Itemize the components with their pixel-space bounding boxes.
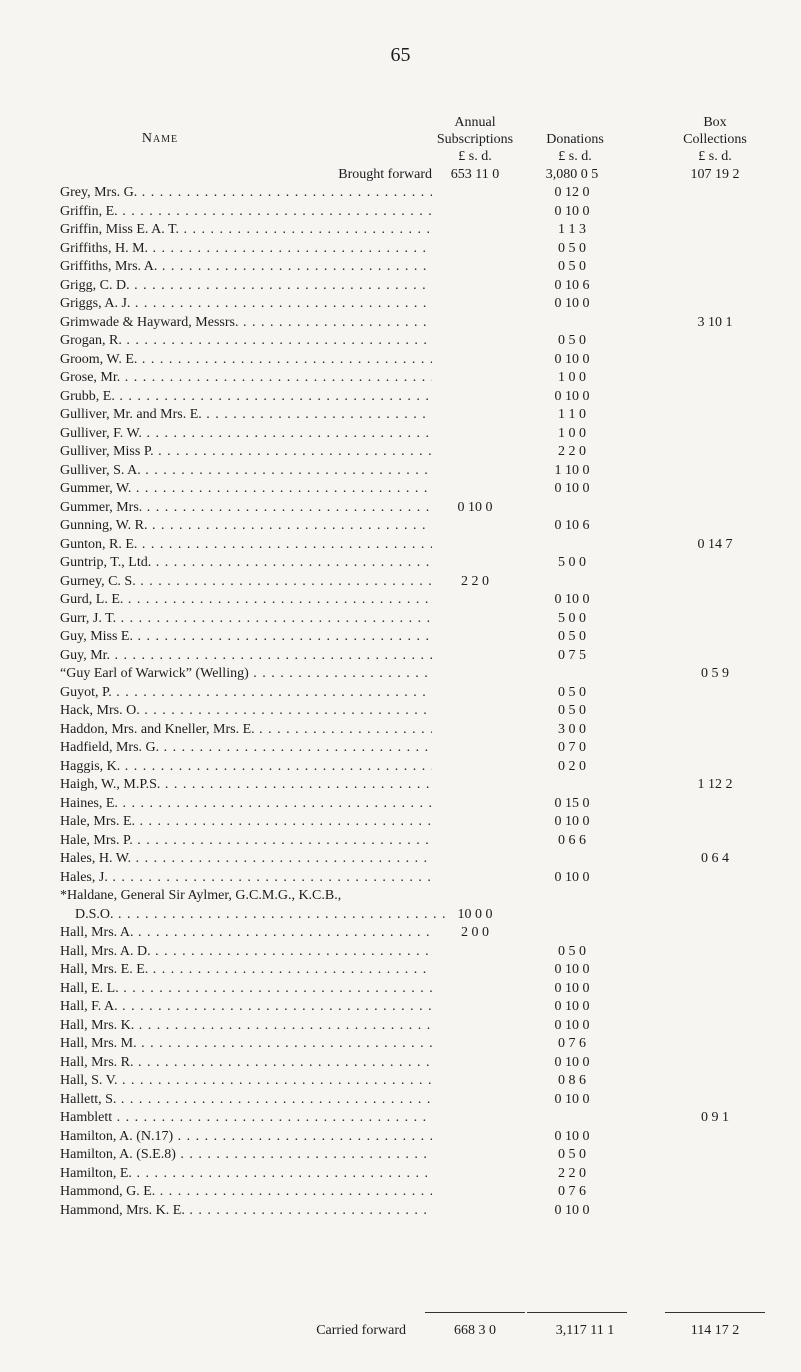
entry-box-collection: 0 5 9: [701, 666, 729, 681]
box-total-rule: [665, 1312, 765, 1313]
header-box-currency: £ s. d.: [698, 149, 732, 164]
header-subscriptions-line1: Annual: [454, 115, 496, 130]
table-row: [0, 1072, 801, 1089]
entry-box-collection: 0 9 1: [701, 1110, 729, 1125]
table-row: [0, 332, 801, 349]
entry-name: Haggis, K. . .: [60, 758, 432, 775]
entry-name: Gurr, J. T. . .: [60, 610, 432, 627]
table-row: [0, 795, 801, 812]
entry-donation: 0 10 0: [554, 1128, 590, 1144]
entry-donation: 0 10 0: [554, 296, 590, 311]
entry-donation: 0 10 0: [554, 351, 590, 367]
table-row: [0, 221, 801, 238]
entry-name: Gurd, L. E. . .: [60, 591, 432, 608]
entry-donation: 0 10 0: [554, 869, 590, 885]
entry-donation: 2 2 0: [558, 1165, 586, 1181]
entry-name: Grigg, C. D. . .: [60, 277, 432, 294]
entry-name: Hallett, S. . .: [60, 1091, 432, 1108]
entry-donation: 0 10 0: [554, 1054, 590, 1070]
table-row: [0, 610, 801, 627]
entry-name: Hall, Mrs. E. E. . .: [60, 961, 432, 978]
carried-forward-donations: 3,117 11 1: [555, 1323, 615, 1338]
entry-name: “Guy Earl of Warwick” (Welling) . .: [60, 665, 432, 682]
table-row: [0, 1054, 801, 1071]
entry-subscription: 0 10 0: [457, 499, 493, 515]
table-row: [0, 425, 801, 442]
entry-box-collection: 0 6 4: [701, 851, 729, 866]
entry-donation: 1 0 0: [558, 370, 586, 385]
entry-name: Gulliver, Mr. and Mrs. E. . .: [60, 406, 432, 423]
header-box-collections: [650, 114, 780, 165]
entry-box-collection: 1 12 2: [697, 777, 733, 792]
entry-donation: 0 10 0: [554, 388, 590, 404]
entry-name: Gulliver, Miss P. . .: [60, 443, 432, 460]
table-row: [0, 1017, 801, 1034]
entry-name: Gulliver, S. A. . .: [60, 462, 432, 479]
entry-donation: 0 10 0: [554, 481, 590, 496]
entry-name: Hamilton, E. . .: [60, 1165, 432, 1182]
table-row: [0, 998, 801, 1015]
table-row: [0, 184, 801, 201]
table-row: [0, 517, 801, 534]
entry-name: Hall, Mrs. A. . .: [60, 924, 432, 941]
table-row: [0, 462, 801, 479]
entry-donation: 0 10 0: [554, 814, 590, 829]
entry-name: Hales, J. . .: [60, 869, 432, 886]
carried-forward-box: 114 17 2: [690, 1323, 740, 1338]
table-row: [0, 369, 801, 386]
header-donations-label: Donations: [546, 132, 604, 147]
donations-total-rule: [527, 1312, 627, 1313]
table-row: [0, 739, 801, 756]
entry-box-collection: 3 10 1: [697, 314, 733, 330]
brought-forward-label: Brought forward: [338, 167, 432, 182]
entry-donation: 0 7 6: [558, 1036, 586, 1051]
table-row: [0, 887, 801, 904]
table-row: [0, 628, 801, 645]
entry-name: Hammond, Mrs. K. E. . .: [60, 1202, 432, 1219]
header-subscriptions-line2: Subscriptions: [436, 132, 514, 147]
entry-name: Haigh, W., M.P.S. . .: [60, 776, 432, 793]
entry-donation: 0 10 0: [554, 962, 590, 977]
table-row: [0, 314, 801, 331]
entry-donation: 0 5 0: [558, 333, 586, 348]
table-row: [0, 295, 801, 312]
entry-name: Hall, Mrs. R. . .: [60, 1054, 432, 1071]
entry-donation: 5 0 0: [558, 610, 586, 626]
entry-name: Hale, Mrs. E. . .: [60, 813, 432, 830]
carried-forward-subscriptions: 668 3 0: [454, 1323, 496, 1338]
table-row: [0, 684, 801, 701]
entry-name: Gunton, R. E. . .: [60, 536, 432, 553]
entry-name: Griffin, E. . .: [60, 203, 432, 220]
table-row: [0, 1128, 801, 1145]
table-row: [0, 1146, 801, 1163]
table-row: [0, 1165, 801, 1182]
entry-name: D.S.O. . .: [75, 906, 447, 923]
table-row: [0, 277, 801, 294]
entry-name: Griffiths, Mrs. A. . .: [60, 258, 432, 275]
entry-donation: 1 1 0: [558, 407, 586, 422]
entry-name: Hall, E. L. . .: [60, 980, 432, 997]
entry-name: Grubb, E. . .: [60, 388, 432, 405]
entry-donation: 1 0 0: [558, 425, 586, 441]
entry-donation: 0 5 0: [558, 1147, 586, 1162]
table-row: [0, 591, 801, 608]
entry-donation: 1 1 3: [558, 222, 586, 237]
table-row: [0, 647, 801, 664]
table-row: [0, 258, 801, 275]
entry-donation: 0 10 6: [554, 518, 590, 533]
entry-name: Hamilton, A. (S.E.8) . .: [60, 1146, 432, 1163]
entry-name: Hale, Mrs. P. . .: [60, 832, 432, 849]
header-box-line1: Box: [703, 115, 727, 130]
table-row: [0, 1202, 801, 1219]
table-row: [0, 203, 801, 220]
entry-donation: 0 10 0: [554, 203, 590, 219]
entry-name: Gurney, C. S. . .: [60, 573, 432, 590]
entry-donation: 3 0 0: [558, 721, 586, 737]
entry-donation: 0 10 0: [554, 1202, 590, 1218]
table-row: [0, 480, 801, 497]
entry-name: Guntrip, T., Ltd. . .: [60, 554, 432, 571]
entry-donation: 0 10 0: [554, 999, 590, 1014]
entry-name: Haddon, Mrs. and Kneller, Mrs. E. . .: [60, 721, 432, 738]
entry-donation: 0 10 0: [554, 592, 590, 607]
entry-donation: 0 15 0: [554, 795, 590, 811]
header-subscriptions-currency: £ s. d.: [458, 149, 492, 164]
entry-box-collection: 0 14 7: [697, 536, 733, 552]
entry-name: Griffiths, H. M. . .: [60, 240, 432, 257]
entry-donation: 0 10 6: [554, 277, 590, 293]
table-row: [0, 980, 801, 997]
table-row: [0, 850, 801, 867]
entry-name: Gunning, W. R. . .: [60, 517, 432, 534]
entry-name: Hall, S. V. . .: [60, 1072, 432, 1089]
subs-total-rule: [425, 1312, 525, 1313]
header-donations: [510, 131, 640, 165]
table-row: [0, 388, 801, 405]
entry-name: Grimwade & Hayward, Messrs. . .: [60, 314, 432, 331]
entry-name: Hales, H. W. . .: [60, 850, 432, 867]
carried-forward-row: [0, 1323, 801, 1343]
entry-donation: 0 7 0: [558, 740, 586, 755]
brought-forward-subscriptions: 653 11 0: [450, 167, 500, 182]
entry-donation: 0 5 0: [558, 629, 586, 644]
table-row: [0, 776, 801, 793]
entry-name: Gummer, Mrs. . .: [60, 499, 432, 516]
table-row: [0, 832, 801, 849]
table-row: [0, 943, 801, 960]
table-row: [0, 554, 801, 571]
table-row: [0, 869, 801, 886]
entry-name: Hall, Mrs. A. D. . .: [60, 943, 432, 960]
table-row: [0, 573, 801, 590]
entry-donation: 0 5 0: [558, 259, 586, 274]
entry-donation: 0 5 0: [558, 943, 586, 959]
header-box-line2: Collections: [683, 132, 747, 147]
entry-name: Griggs, A. J. . .: [60, 295, 432, 312]
entry-name: Gulliver, F. W. . .: [60, 425, 432, 442]
table-row: [0, 758, 801, 775]
entry-name: Hadfield, Mrs. G. . .: [60, 739, 432, 756]
entry-name: Hamilton, A. (N.17) . .: [60, 1128, 432, 1145]
header-name: Name: [141, 131, 179, 146]
table-row: [0, 443, 801, 460]
entry-name: Grose, Mr. . .: [60, 369, 432, 386]
brought-forward-row: [0, 166, 801, 183]
entry-name: Guy, Miss E. . .: [60, 628, 432, 645]
entry-donation: 0 10 0: [554, 1017, 590, 1033]
table-row: [0, 906, 801, 923]
table-row: [0, 351, 801, 368]
header-donations-currency: £ s. d.: [558, 149, 592, 164]
entry-name: Guy, Mr. . .: [60, 647, 432, 664]
table-row: [0, 702, 801, 719]
entry-donation: 0 12 0: [554, 185, 590, 200]
entry-name: Guyot, P. . .: [60, 684, 432, 701]
entry-name: Hall, F. A. . .: [60, 998, 432, 1015]
table-row: [0, 1183, 801, 1200]
entry-subscription: 2 0 0: [461, 925, 489, 940]
entry-donation: 0 10 0: [554, 980, 590, 996]
entry-name: Grey, Mrs. G. . .: [60, 184, 432, 201]
page-number: 65: [390, 44, 411, 66]
entry-donation: 0 8 6: [558, 1073, 586, 1088]
entry-subscription: 2 2 0: [461, 573, 489, 589]
table-row: [0, 1035, 801, 1052]
entry-name: Hammond, G. E. . .: [60, 1183, 432, 1200]
entry-donation: 0 7 5: [558, 647, 586, 663]
entry-name: Hall, Mrs. M. . .: [60, 1035, 432, 1052]
entry-name: Gummer, W. . .: [60, 480, 432, 497]
table-row: [0, 961, 801, 978]
table-row: [0, 240, 801, 257]
entry-donation: 0 6 6: [558, 832, 586, 848]
entry-name: Haines, E. . .: [60, 795, 432, 812]
entry-donation: 0 5 0: [558, 240, 586, 256]
brought-forward-donations: 3,080 0 5: [545, 167, 599, 182]
table-row: [0, 721, 801, 738]
entry-donation: 1 10 0: [554, 462, 590, 478]
carried-forward-label: Carried forward: [316, 1323, 406, 1338]
table-row: [0, 499, 801, 516]
entry-subscription: 10 0 0: [457, 906, 493, 922]
entry-donation: 5 0 0: [558, 555, 586, 570]
table-row: [0, 665, 801, 682]
table-row: [0, 813, 801, 830]
entry-name: Hack, Mrs. O. . .: [60, 702, 432, 719]
entry-donation: 0 10 0: [554, 1091, 590, 1107]
entry-donation: 0 5 0: [558, 703, 586, 718]
table-row: [0, 1091, 801, 1108]
entry-donation: 2 2 0: [558, 444, 586, 459]
entry-donation: 0 2 0: [558, 758, 586, 774]
entry-name: Hall, Mrs. K. . .: [60, 1017, 432, 1034]
table-row: [0, 536, 801, 553]
entry-name: Groom, W. E. . .: [60, 351, 432, 368]
entry-name: *Haldane, General Sir Aylmer, G.C.M.G., K.C.B.,: [60, 888, 342, 903]
table-row: [0, 406, 801, 423]
entry-name: Griffin, Miss E. A. T. . .: [60, 221, 432, 238]
entry-donation: 0 7 6: [558, 1184, 586, 1199]
brought-forward-box: 107 19 2: [690, 167, 740, 182]
table-row: [0, 1109, 801, 1126]
table-row: [0, 924, 801, 941]
entry-donation: 0 5 0: [558, 684, 586, 700]
entry-name: Grogan, R. . .: [60, 332, 432, 349]
entry-name: Hamblett . .: [60, 1109, 432, 1126]
